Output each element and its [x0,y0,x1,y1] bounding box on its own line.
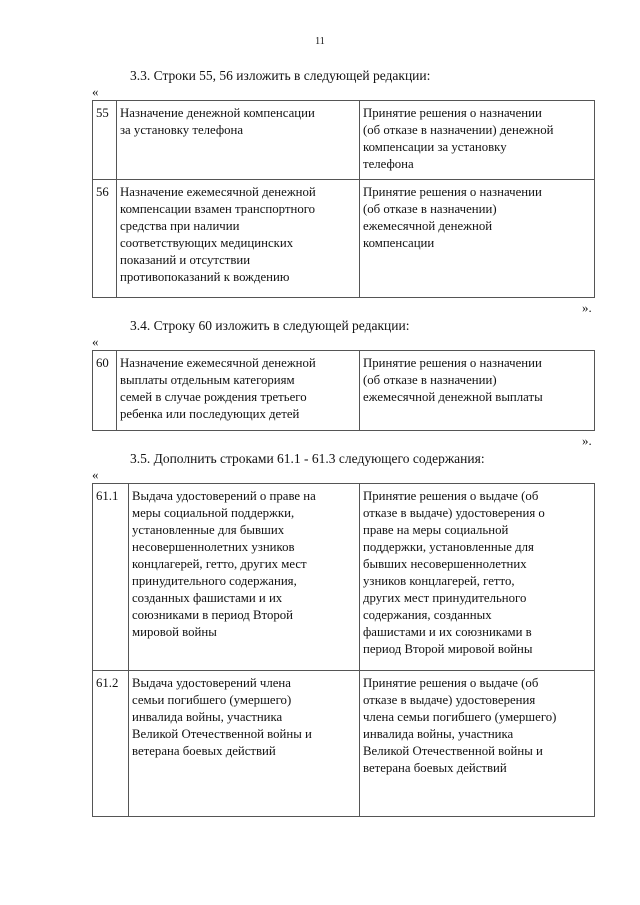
table-row [93,180,595,298]
section-3-4-heading: 3.4. Строку 60 изложить в следующей редакции: [130,318,410,333]
row-number: 56 [93,180,117,298]
service-name-cell: Назначение ежемесячной денежной компенсации взамен транспортного средства при наличии соответствующих медицинских показаний и отсутствии противопоказаний к вождению [117,180,360,298]
page-number: 11 [315,36,325,47]
section-3-3-heading: 3.3. Строки 55, 56 изложить в следующей редакции: [130,68,431,83]
service-name-cell: Выдача удостоверений о праве на меры социальной поддержки, установленные для бывших несовершеннолетних узников концлагерей, гетто, других мест принудительного содержания, созданных фашистами и их союзниками в период Второй мировой войны [129,484,360,671]
table-row [93,351,595,431]
service-name-cell: Выдача удостоверений члена семьи погибшего (умершего) инвалида войны, участника Великой Отечественной войны и ветерана боевых действий [129,671,360,817]
row-number: 60 [93,351,117,431]
result-cell: Принятие решения о назначении (об отказе в назначении) ежемесячной денежной выплаты [360,351,595,431]
section-3-3-table [92,100,595,298]
section-3-5-heading: 3.5. Дополнить строками 61.1 - 61.3 следующего содержания: [130,451,485,466]
section-3-5-table [92,483,595,817]
service-name-cell: Назначение ежемесячной денежной выплаты отдельным категориям семей в случае рождения третьего ребенка или последующих детей [117,351,360,431]
section-3-4-table [92,350,595,431]
row-number: 61.2 [93,671,129,817]
row-number: 55 [93,101,117,180]
table-row [93,484,595,671]
section-3-4-open-quote: « [92,334,99,349]
service-name-cell: Назначение денежной компенсации за установку телефона [117,101,360,180]
section-3-4-close-quote: ». [582,433,592,448]
table-row [93,671,595,817]
result-cell: Принятие решения о назначении (об отказе в назначении) ежемесячной денежной компенсации [360,180,595,298]
result-cell: Принятие решения о выдаче (об отказе в выдаче) удостоверения члена семьи погибшего (умершего) инвалида войны, участника Великой Отечественной войны и ветерана боевых действий [360,671,595,817]
section-3-5-open-quote: « [92,467,99,482]
section-3-3-close-quote: ». [582,300,592,315]
row-number: 61.1 [93,484,129,671]
table-row [93,101,595,180]
result-cell: Принятие решения о выдаче (об отказе в выдаче) удостоверения о праве на меры социальной поддержки, установленные для бывших несовершеннолетних узников концлагерей, гетто, других мест принудительного содержания, созданных фашистами и их союзниками в период Второй мировой войны [360,484,595,671]
result-cell: Принятие решения о назначении (об отказе в назначении) денежной компенсации за установку телефона [360,101,595,180]
section-3-3-open-quote: « [92,84,99,99]
